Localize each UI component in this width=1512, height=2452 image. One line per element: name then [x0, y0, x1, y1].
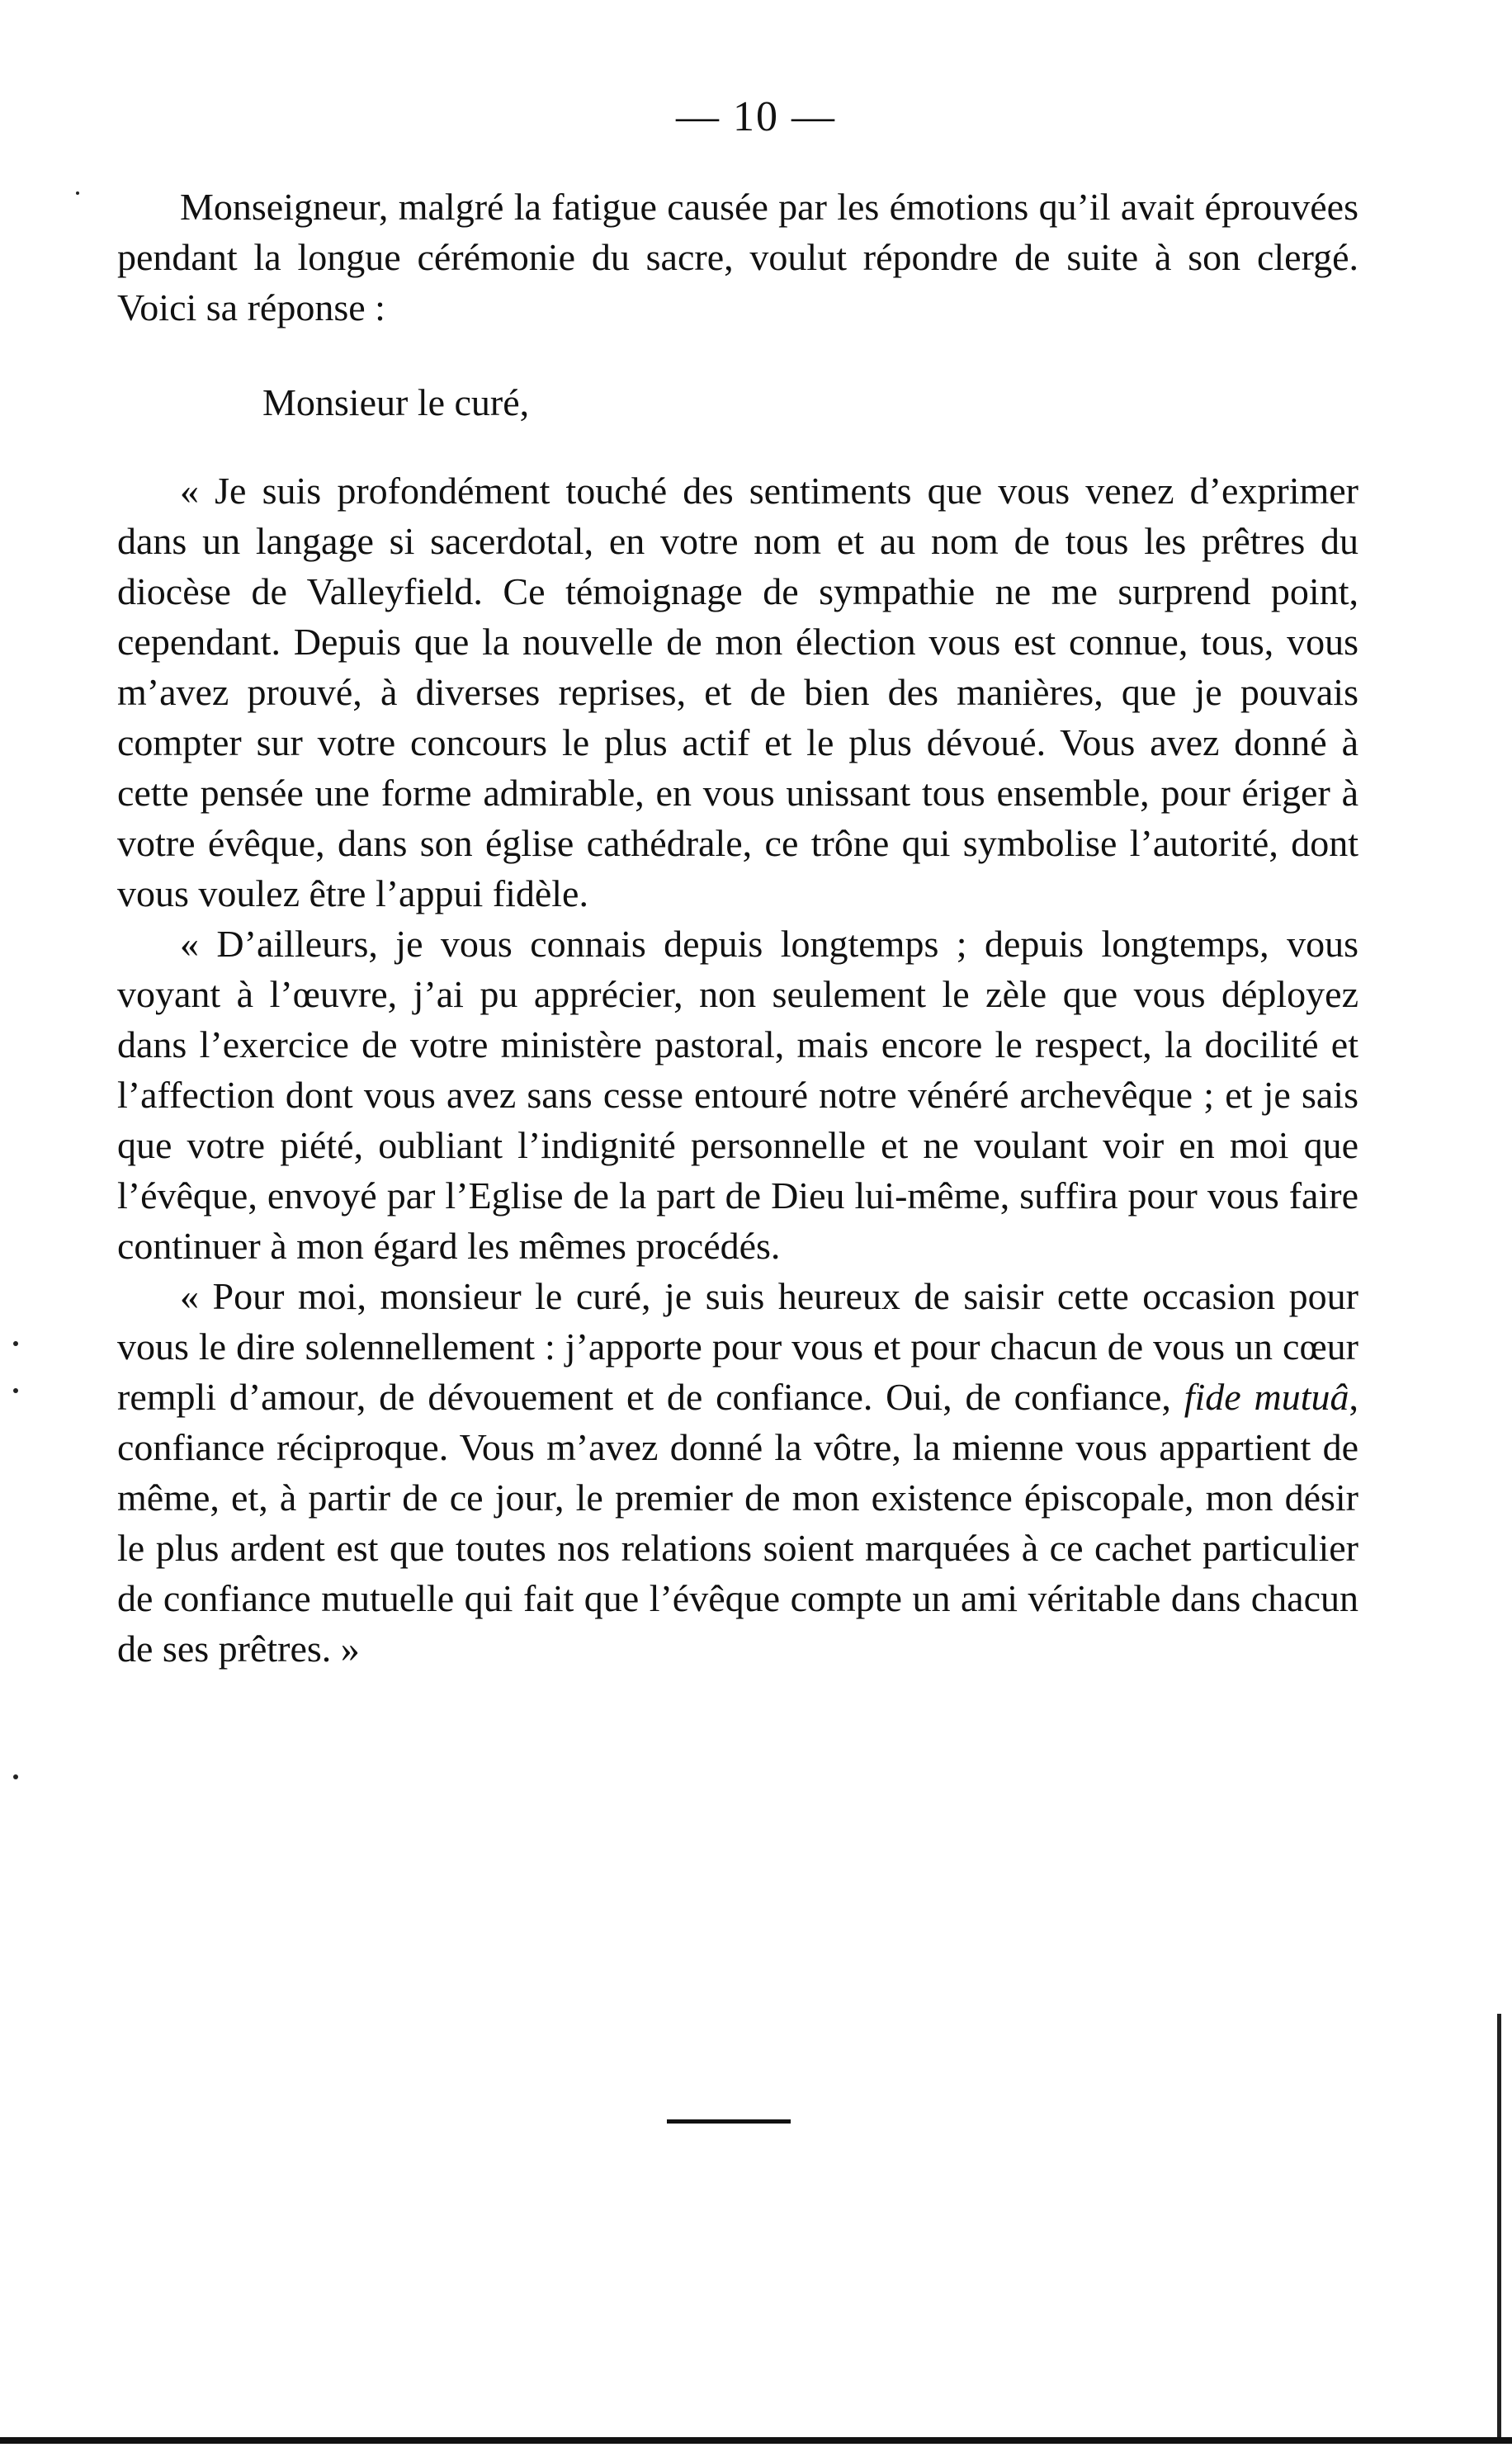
response-paragraph-2: « D’ailleurs, je vous connais depuis longtemps ; depuis longtemps, vous voyant à l’œuvre, j’ai pu apprécier, non seulement le zèle que vous déployez dans l’exercice de votre ministère pastoral, mais encore le respect, la docilité et l’affection dont vous avez sans cesse entouré notre vénéré archevêque ; et je sais que votre piété, oubliant l’indignité personnelle et ne voulant voir en moi que l’évêque, envoyé par l’Eglise de la part de Dieu lui-même, suffira pour vous faire continuer à mon égard les mêmes procédés.: [117, 923, 1358, 1267]
closing-rule: [667, 2119, 791, 2124]
intro-paragraph: Monseigneur, malgré la fatigue causée par les émotions qu’il avait éprouvées pendant la longue cérémonie du sacre, voulut répondre de suite à son clergé. Voici sa réponse :: [117, 186, 1358, 328]
response-paragraph-3-start: « Pour moi, monsieur le curé, je suis heureux de saisir cette occasion pour vous le dire solennellement : j’apporte pour vous et pour chacun de vous un cœur rempli d’amour, de dévouement et de confiance. Oui, de confiance,: [117, 1275, 1358, 1418]
body-text: [117, 182, 1358, 1674]
scan-speck: [13, 1388, 18, 1393]
scan-edge-right: [1497, 2014, 1501, 2443]
scan-speck: [13, 1774, 18, 1779]
scan-speck: [76, 191, 79, 195]
response-paragraph-1: « Je suis profondément touché des sentiments que vous venez d’exprimer dans un langage si sacerdotal, en votre nom et au nom de tous les prêtres du diocèse de Valleyfield. Ce témoignage de sympathie ne me surprend point, cependant. Depuis que la nouvelle de mon élection vous est connue, tous, vous m’avez prouvé, à diverses reprises, et de bien des manières, que je pouvais compter sur votre concours le plus actif et le plus dévoué. Vous avez donné à cette pensée une forme admirable, en vous unissant tous ensemble, pour ériger à votre évêque, dans son église cathédrale, ce trône qui symbolise l’autorité, dont vous voulez être l’appui fidèle.: [117, 470, 1358, 914]
latin-phrase: fide mutuâ: [1184, 1376, 1349, 1418]
page-number: — 10 —: [676, 93, 836, 140]
scan-edge-bottom: [0, 2437, 1512, 2444]
response-paragraph-3-end: , confiance réciproque. Vous m’avez donné la vôtre, la mienne vous appartient de même, et, à partir de ce jour, le premier de mon existence épiscopale, mon désir le plus ardent est que toutes nos relations soient marquées à ce cachet particulier de confiance mutuelle qui fait que l’évêque compte un ami véritable dans chacun de ses prêtres. »: [117, 1376, 1358, 1670]
response-paragraph-3: [117, 1271, 1358, 1674]
scan-speck: [13, 1341, 18, 1346]
salutation: Monsieur le curé,: [262, 381, 530, 423]
